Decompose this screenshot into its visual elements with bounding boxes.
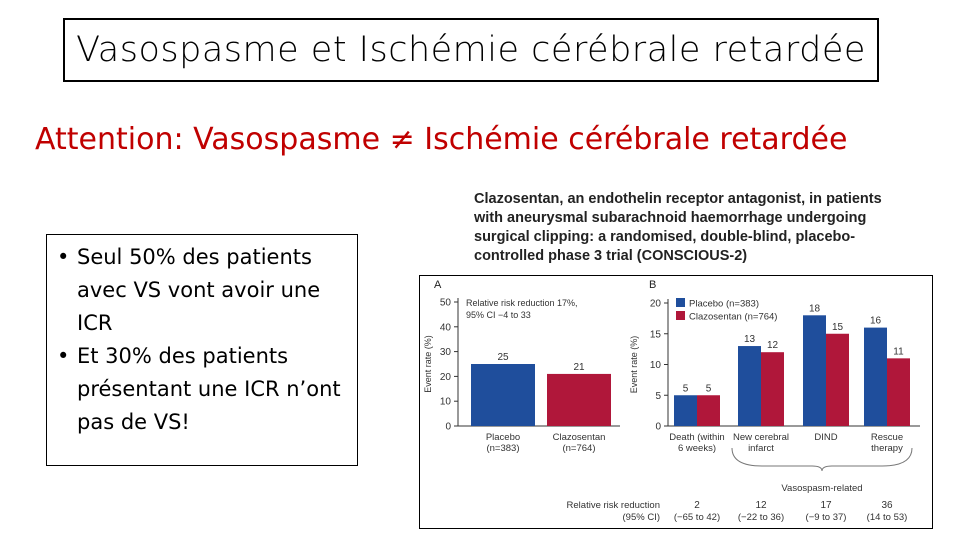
ci-value: (−9 to 37)	[805, 512, 847, 523]
panel-a-bar-label: 21	[573, 361, 585, 373]
panel-a-y-tick-label: 30	[439, 347, 451, 359]
panel-b-bar-label: 18	[808, 303, 821, 315]
panel-b-bar-label: 11	[893, 346, 904, 358]
panel-b-category-label: therapy	[871, 443, 903, 454]
panel-b-y-tick-label: 5	[655, 390, 661, 402]
panel-a-y-tick-label: 0	[445, 421, 451, 433]
ci-value: (14 to 53)	[866, 512, 908, 523]
slide-subtitle: Attention: Vasospasme ≠ Ischémie cérébrale retardée	[35, 122, 848, 157]
panel-b-category-label: Rescue	[870, 432, 904, 443]
panel-b-category-label: DIND	[814, 432, 838, 443]
panel-a-y-tick-label: 40	[439, 322, 451, 334]
panel-b-y-tick-label: 0	[655, 421, 661, 433]
panel-b-category-label: Death (within	[669, 432, 725, 443]
panel-b-bar	[803, 315, 826, 426]
panel-b-y-tick-label: 15	[649, 329, 661, 341]
ci-row-label: (95% CI)	[622, 512, 660, 523]
ci-value: (−65 to 42)	[673, 512, 721, 523]
legend-label: Placebo (n=383)	[689, 298, 759, 310]
legend-label: Clazosentan (n=764)	[689, 311, 778, 323]
figure-panel	[419, 275, 933, 529]
panel-a-y-axis-label: Event rate (%)	[423, 335, 433, 393]
panel-a-bar-label: 25	[497, 352, 509, 363]
panel-b-bar-label: 15	[831, 321, 844, 333]
panel-b-bar	[674, 395, 697, 426]
bullet-box	[46, 234, 358, 466]
panel-b-bar	[697, 395, 720, 426]
rrr-value: 17	[820, 500, 832, 511]
panel-b-y-axis-label: Event rate (%)	[629, 335, 639, 394]
panel-a-category-label: (n=383)	[486, 443, 520, 454]
panel-b-category-label: 6 weeks)	[677, 443, 717, 454]
panel-a-label: A	[434, 279, 442, 291]
panel-b-bar-label: 12	[766, 340, 779, 352]
panel-b-bar-label: 16	[869, 315, 882, 327]
legend-swatch	[676, 311, 685, 320]
panel-b-bar-label: 5	[682, 383, 689, 395]
rrr-value: 36	[881, 500, 893, 511]
slide-title: Vasospasme et Ischémie cérébrale retardée	[63, 18, 879, 82]
bar-charts	[420, 276, 934, 530]
bullet-item: • Et 30% des patients présentant une ICR n’ont pas de VS!	[55, 340, 349, 439]
panel-a-category-label: Placebo	[485, 432, 521, 443]
panel-a-y-tick-label: 50	[439, 297, 451, 309]
panel-b-category-label: New cerebral	[733, 432, 789, 443]
panel-b-bar	[887, 358, 910, 426]
panel-b-y-tick-label: 20	[649, 298, 661, 310]
panel-b-label: B	[649, 279, 657, 291]
panel-b-y-tick-label: 10	[649, 360, 661, 371]
study-title: Clazosentan, an endothelin receptor antagonist, in patients with aneurysmal subarachnoid haemorrhage undergoing surgical clipping: a randomised, double-blind, placebo-controlled phase 3 trial (CONSCIOUS-2)	[474, 191, 882, 264]
rrr-value: 12	[755, 500, 767, 511]
panel-a-category-label: Clazosentan	[552, 432, 606, 443]
ci-value: (−22 to 36)	[737, 512, 785, 523]
panel-b-category-label: infarct	[748, 443, 774, 454]
panel-a-bar	[471, 364, 535, 426]
panel-a-y-tick-label: 20	[439, 371, 451, 383]
panel-b-bar	[864, 328, 887, 426]
panel-a-bar	[547, 374, 611, 426]
rrr-row-label: Relative risk reduction	[566, 500, 660, 511]
panel-a-y-tick-label: 10	[439, 396, 451, 408]
bullet-item: • Seul 50% des patients avec VS vont avoir une ICR	[55, 241, 349, 340]
legend-swatch	[676, 298, 685, 307]
panel-b-bar	[826, 334, 849, 426]
panel-b-bar	[761, 352, 784, 426]
panel-b-bar-label: 13	[743, 334, 756, 346]
panel-a-category-label: (n=764)	[562, 443, 596, 454]
panel-b-bar-label: 5	[705, 383, 712, 395]
panel-a-annotation: 95% CI −4 to 33	[466, 310, 531, 320]
rrr-value: 2	[694, 500, 700, 511]
panel-a-annotation: Relative risk reduction 17%,	[466, 298, 578, 308]
panel-b-bar	[738, 346, 761, 426]
vasospasm-bracket-label: Vasospasm-related	[781, 483, 863, 494]
